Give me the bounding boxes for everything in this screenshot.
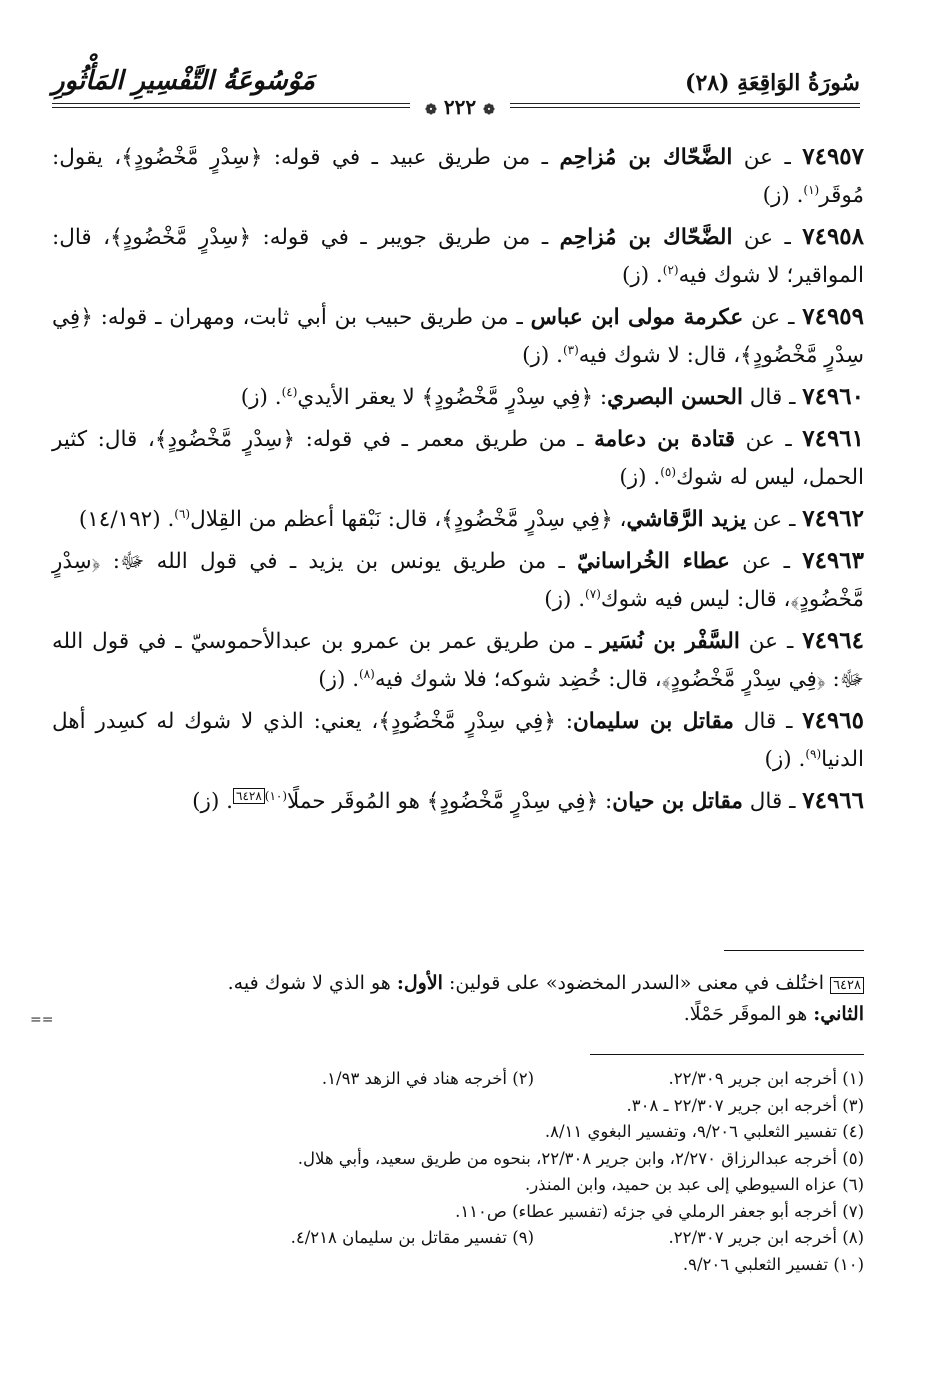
entry-source: . (ز) xyxy=(621,263,663,288)
entry-number: ٧٤٩٦٤ xyxy=(802,627,864,654)
footnote-ref: (٢) xyxy=(662,262,679,277)
footnote-10: (١٠) تفسير الثعلبي ٩/٢٠٦. xyxy=(682,1254,864,1274)
footnote-ref: (٤) xyxy=(281,384,298,399)
entry-74958 xyxy=(52,218,864,295)
entry-number: ٧٤٩٦٦ xyxy=(802,787,864,814)
narrator-name: قتادة بن دعامة xyxy=(594,427,736,452)
narrator-name: مقاتل بن سليمان xyxy=(572,709,734,734)
commentary-ref-box: ٦٤٢٨ xyxy=(233,788,265,804)
footnote-8: (٨) أخرجه ابن جرير ٢٢/٣٠٧. xyxy=(668,1228,864,1247)
commentary-note xyxy=(52,968,864,1030)
footnote-9: (٩) تفسير مقاتل بن سليمان ٤/٢١٨. xyxy=(290,1228,534,1247)
footnote-ref: (٨) xyxy=(359,666,375,681)
entry-source: . (ز) xyxy=(318,667,360,692)
entry-text: ـ عن xyxy=(735,427,803,452)
footnote-ref: (٧) xyxy=(585,586,601,601)
note-label-first: الأول: xyxy=(396,972,443,994)
entry-text: ، قال: المواقير؛ لا شوك فيه xyxy=(52,225,864,288)
narrator-name: عكرمة مولى ابن عباس xyxy=(530,305,744,330)
entry-text: : xyxy=(598,789,613,814)
narrator-name: عطاء الخُراسانيّ xyxy=(577,549,730,574)
footnote-ref: (١) xyxy=(803,182,820,197)
footnote-ref: (١٠) xyxy=(264,788,288,803)
entry-74966 xyxy=(52,782,864,821)
commentary-number-box: ٦٤٢٨ xyxy=(830,977,864,994)
ornament-icon: ❁ xyxy=(483,102,495,118)
entry-source: . (ز) xyxy=(522,343,563,368)
footnote-7: (٧) أخرجه أبو جعفر الرملي في جزئه (تفسير عطاء) ص١١٠. xyxy=(455,1201,864,1221)
entry-text: ـ من طريق معمر ـ في قوله: xyxy=(295,427,595,452)
entry-74960 xyxy=(52,378,864,417)
entry-text: ، قال: نَبْقها أعظم من القِلال xyxy=(190,507,442,532)
ornament-icon: ❁ xyxy=(425,102,437,118)
entry-text: ـ من طريق حبيب بن أبي ثابت، ومهران ـ قوله: xyxy=(92,305,531,330)
entry-number: ٧٤٩٦٣ xyxy=(802,547,864,574)
footnote-5: (٥) أخرجه عبدالرزاق ٢/٢٧٠، وابن جرير ٢٢/٣٠٨، بنحوه من طريق سعيد، وأبي هلال. xyxy=(297,1148,864,1168)
entry-text: ـ قال xyxy=(733,709,803,734)
entry-74963 xyxy=(52,542,864,619)
entry-text: ، قال: كثير الحمل، ليس له شوك xyxy=(52,427,864,490)
entry-source: . (ز) xyxy=(240,385,282,410)
entry-74957 xyxy=(52,138,864,215)
footnote-ref: (٩) xyxy=(805,746,822,761)
quran-verse: ﴿سِدْرٍ مَّخْضُودٍ﴾ xyxy=(52,549,864,612)
entry-text: ، قال: خُضِد شوكه؛ فلا شوك فيه xyxy=(374,667,662,692)
margin-mark: == xyxy=(30,1012,54,1028)
entry-text: ـ قال xyxy=(742,789,803,814)
entry-text: ـ عن xyxy=(732,145,803,170)
narrator-name: الضَّحّاك بن مُزاحِم xyxy=(559,225,733,250)
book-title: مَوْسُوعَةُ التَّفْسِيرِ المَأْثُورِ xyxy=(52,66,315,96)
entry-text: ـ من طريق عمر بن عمرو بن عبدالأحموسيّ ـ في قول الله ﷻ: xyxy=(52,629,864,692)
entry-text: ـ عن xyxy=(732,225,803,250)
narrator-name: السَّفْر بن نُسَير xyxy=(600,629,740,654)
footnotes-list xyxy=(52,1066,864,1278)
footnote-2: (٢) أخرجه هناد في الزهد ١/٩٣. xyxy=(321,1069,534,1088)
footnote-4: (٤) تفسير الثعلبي ٩/٢٠٦، وتفسير البغوي ٨/١١. xyxy=(544,1122,864,1141)
entry-text: ـ عن xyxy=(746,507,803,532)
footnotes-rule xyxy=(590,1054,864,1055)
footnote-1: (١) أخرجه ابن جرير ٢٢/٣٠٩. xyxy=(668,1069,864,1088)
footnote-6: (٦) عزاه السيوطي إلى عبد بن حميد، وابن المنذر. xyxy=(524,1175,864,1194)
entry-number: ٧٤٩٥٩ xyxy=(802,303,865,330)
entry-text: ـ من طريق يونس بن يزيد ـ في قول الله ﷻ: xyxy=(100,549,578,574)
entry-text: ـ عن xyxy=(739,629,803,654)
narrator-name: الحسن البصري xyxy=(607,385,743,410)
footnote-ref: (٥) xyxy=(660,464,677,479)
footnote-ref: (٣) xyxy=(562,342,579,357)
entry-text: ، يقول: مُوقَر xyxy=(52,145,864,208)
narrator-name: يزيد الرَّقاشي xyxy=(626,507,747,532)
footnote-row xyxy=(52,1225,864,1252)
note-text: هو الذي لا شوك فيه. xyxy=(227,972,397,994)
entry-number: ٧٤٩٦٥ xyxy=(802,707,864,734)
quran-verse: ﴿فِي سِدْرٍ مَّخْضُودٍ﴾ xyxy=(378,709,556,734)
sura-title: سُورَةُ الوَاقِعَةِ (٢٨) xyxy=(685,70,860,96)
entry-text: لا يعقر الأيدي xyxy=(297,385,422,410)
quran-verse: ﴿فِي سِدْرٍ مَّخْضُودٍ﴾ xyxy=(661,667,826,692)
entry-source: . (ز) xyxy=(619,465,661,490)
narrator-name: الضَّحّاك بن مُزاحِم xyxy=(559,145,733,170)
entry-text: ـ قال xyxy=(742,385,803,410)
entry-text: ، يعني: الذي لا شوك له كسِدر أهل الدنيا xyxy=(52,709,864,772)
narrator-name: مقاتل بن حيان xyxy=(612,789,743,814)
entry-source: . (ز) xyxy=(192,789,233,814)
entry-text: ـ من طريق عبيد ـ في قوله: xyxy=(262,145,560,170)
entry-number: ٧٤٩٦١ xyxy=(802,425,865,452)
page-number: ٢٢٢ xyxy=(443,95,477,119)
entry-74959 xyxy=(52,298,864,375)
entry-source: . (ز) xyxy=(544,587,586,612)
entry-text: ـ من طريق جويبر ـ في قوله: xyxy=(251,225,560,250)
quran-verse: ﴿فِي سِدْرٍ مَّخْضُودٍ﴾ xyxy=(52,305,864,368)
entry-number: ٧٤٩٥٧ xyxy=(802,143,865,170)
entry-text: : xyxy=(555,709,573,734)
entry-source: . (ز) xyxy=(764,747,806,772)
entry-text: ، قال: لا شوك فيه xyxy=(578,343,741,368)
quran-verse: ﴿سِدْرٍ مَّخْضُودٍ﴾ xyxy=(154,427,296,452)
footnote-3: (٣) أخرجه ابن جرير ٢٢/٣٠٧ ـ ٣٠٨. xyxy=(626,1095,864,1115)
entry-74962 xyxy=(52,500,864,539)
page-number-container xyxy=(410,96,510,118)
quran-verse: ﴿سِدْرٍ مَّخْضُودٍ﴾ xyxy=(121,145,263,170)
quran-verse: ﴿سِدْرٍ مَّخْضُودٍ﴾ xyxy=(110,225,252,250)
entry-text: ، قال: ليس فيه شوك xyxy=(600,587,791,612)
footnote-row xyxy=(52,1066,864,1093)
entry-text: : xyxy=(593,385,608,410)
entry-text: ـ عن xyxy=(743,305,803,330)
note-label-second: الثاني: xyxy=(813,1003,864,1025)
note-text: اختُلف في معنى «السدر المخضود» على قولين: xyxy=(442,972,831,994)
entry-number: ٧٤٩٦٠ xyxy=(802,383,864,410)
entry-74965 xyxy=(52,702,864,779)
entry-source: . (١٤/١٩٢) xyxy=(78,507,175,532)
entry-text: ـ عن xyxy=(729,549,803,574)
entry-source: . (ز) xyxy=(762,183,804,208)
entry-number: ٧٤٩٦٢ xyxy=(802,505,864,532)
entry-text: ، xyxy=(612,507,627,532)
entry-74964 xyxy=(52,622,864,699)
quran-verse: ﴿فِي سِدْرٍ مَّخْضُودٍ﴾ xyxy=(421,385,594,410)
entry-number: ٧٤٩٥٨ xyxy=(802,223,865,250)
quran-verse: ﴿فِي سِدْرٍ مَّخْضُودٍ﴾ xyxy=(441,507,613,532)
note-text: هو الموقَر حَمْلًا. xyxy=(683,1003,814,1025)
footnote-ref: (٦) xyxy=(174,506,191,521)
entry-text: هو المُوقَر حملًا xyxy=(287,789,427,814)
commentary-rule xyxy=(724,950,864,951)
quran-verse: ﴿فِي سِدْرٍ مَّخْضُودٍ﴾ xyxy=(426,789,599,814)
entry-74961 xyxy=(52,420,864,497)
entries-list xyxy=(52,138,864,824)
